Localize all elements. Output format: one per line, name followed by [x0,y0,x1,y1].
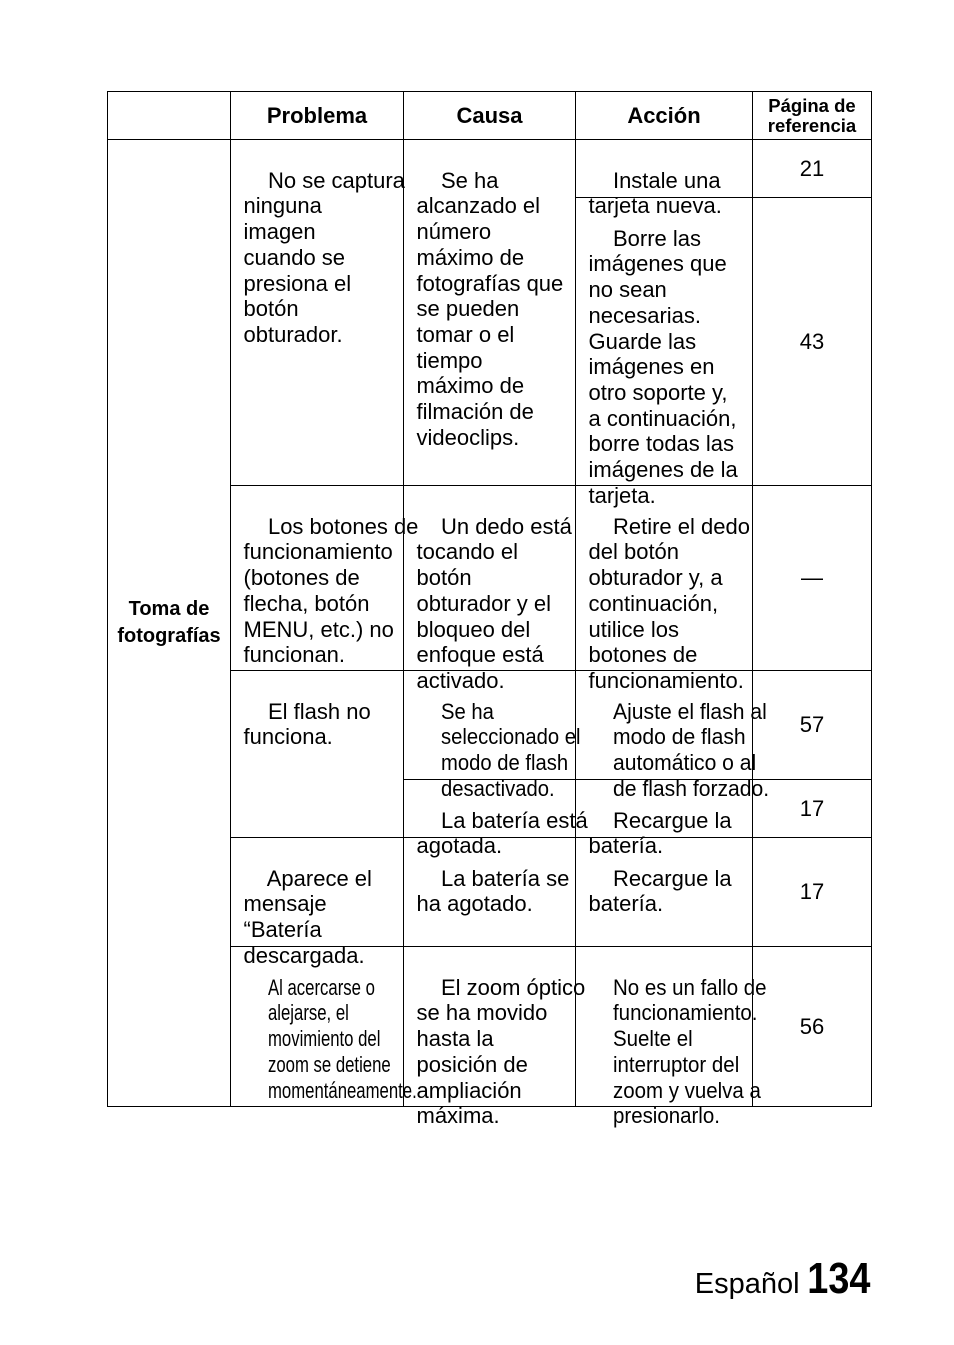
reference-cell [753,838,872,947]
cause-cell [404,947,586,1129]
reference-cell [753,486,872,671]
cause-cell [404,671,581,801]
header-empty-cell [108,92,231,140]
action-cell [576,140,753,219]
cause-text: Se ha seleccionado el modo de flash desactivado. [440,698,581,801]
problem-text: Al acercarse o alejarse, el movimiento del zoom se detiene momentáneamente. [267,974,417,1103]
cause-cell [404,140,576,486]
problem-cell [231,140,404,486]
cause-cell [404,486,576,693]
problem-cell [231,947,417,1107]
action-cell [576,671,770,801]
problem-text: El flash no funciona. [243,698,371,750]
header-reference: Página de referencia [767,95,857,136]
reference-page: 43 [799,328,825,354]
action-cell [576,947,767,1129]
action-text: Retire el dedo del botón obturador y, a continuación, utilice los botones de funcionamiento. [588,513,750,693]
reference-page: 17 [799,795,825,821]
page-number: 134 [806,1254,870,1303]
action-text: Borre las imágenes que no sean necesarias. Guarde las imágenes en otro soporte y, a continuación, borre todas las imágenes de la tarjeta. [588,225,738,508]
action-text: Recargue la batería. [588,807,732,859]
header-cause: Causa [456,102,523,128]
cause-text: El zoom óptico se ha movido hasta la posición de ampliación máxima. [416,974,586,1129]
action-cell [576,486,753,693]
header-problem-cell [231,92,404,140]
problem-cell [231,838,404,968]
problem-cell [231,671,404,838]
footer-language: Español [694,1268,800,1300]
action-text: Instale una tarjeta nueva. [588,167,722,219]
cause-text: La batería está agotada. [416,807,588,859]
reference-cell [753,140,872,198]
action-cell [576,838,753,947]
reference-cell [753,671,872,780]
action-text: No es un fallo de funcionamiento. Suelte el interruptor del zoom y vuelva a presionarlo. [612,974,767,1129]
reference-page: 57 [799,712,825,737]
troubleshooting-table [107,91,872,1129]
page-footer [694,1254,870,1303]
problem-text: No se captura ninguna imagen cuando se presiona el botón obturador. [243,167,405,347]
header-cause-cell [404,92,576,140]
action-text: Ajuste el flash al modo de flash automático o al de flash forzado. [612,698,770,801]
cause-text: La batería se ha agotado. [416,865,570,917]
problem-cell [231,486,419,671]
header-action: Acción [627,102,701,128]
reference-page: — [801,565,823,590]
reference-cell [753,947,872,1107]
problem-text: Aparece el mensaje “Batería descargada. [243,865,372,968]
action-text: Recargue la batería. [588,865,732,917]
reference-page: 56 [799,1013,825,1039]
reference-cell [753,198,872,486]
cause-cell [404,838,576,947]
action-cell [576,198,753,508]
cause-text: Un dedo está tocando el botón obturador y el bloqueo del enfoque está activado. [416,513,572,693]
reference-page: 21 [799,155,825,181]
header-action-cell [576,92,753,140]
category-label: Toma de fotografías [117,598,221,647]
header-reference-cell [753,92,872,140]
cause-text: Se ha alcanzado el número máximo de fotografías que se pueden tomar o el tiempo máximo de filmación de videoclips. [416,167,564,450]
reference-cell [753,780,872,838]
header-problem: Problema [266,102,368,128]
category-cell [108,140,231,1107]
reference-page: 17 [799,879,825,904]
problem-text: Los botones de funcionamiento (botones de flecha, botón MENU, etc.) no funcionan. [243,513,419,668]
